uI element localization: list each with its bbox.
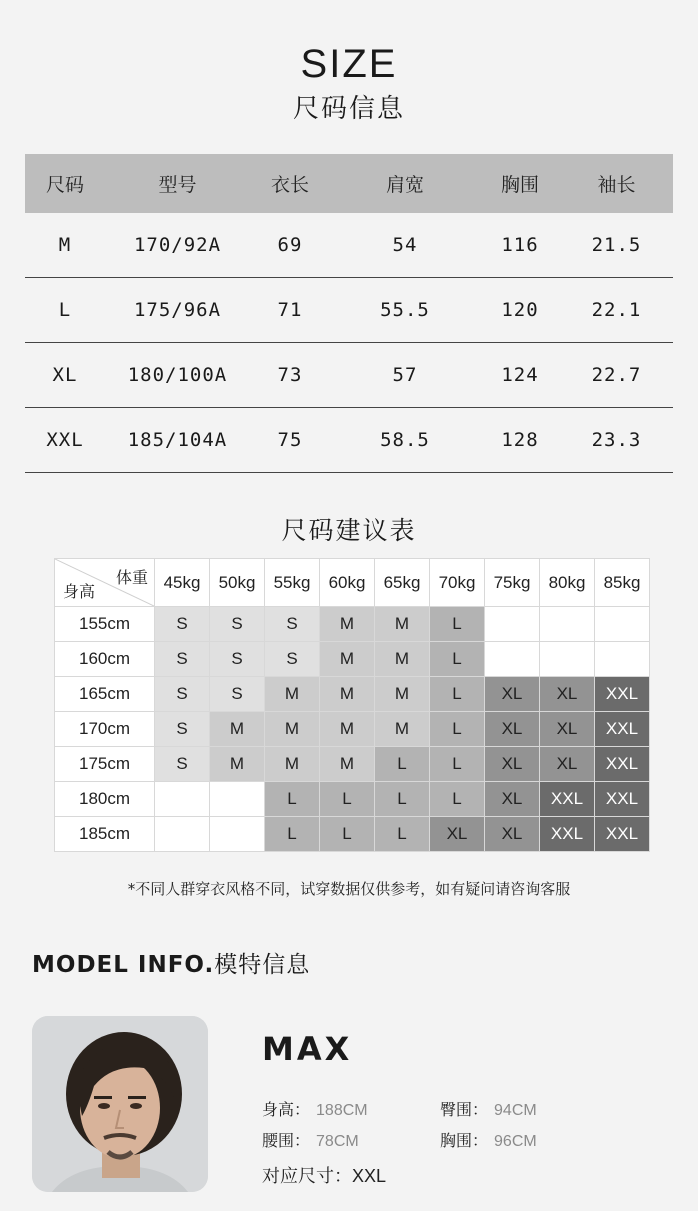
size-cell: XL — [540, 747, 595, 782]
waist-label: 腰围： — [262, 1131, 311, 1150]
model-avatar — [32, 1016, 208, 1192]
model-info-heading — [32, 946, 310, 979]
model-name: MAX — [262, 1030, 353, 1068]
size-cell — [155, 817, 210, 852]
height-header: 170cm — [55, 712, 155, 747]
size-cell: XXL — [595, 817, 650, 852]
recommend-row — [55, 817, 650, 852]
table-cell: 69 — [250, 213, 330, 278]
size-cell: S — [265, 607, 320, 642]
size-table-header — [25, 154, 673, 213]
size-cell: S — [210, 677, 265, 712]
page-title: SIZE — [300, 42, 398, 86]
size-cell: M — [375, 677, 430, 712]
height-header: 155cm — [55, 607, 155, 642]
size-cell: L — [320, 782, 375, 817]
hip-value: 94CM — [494, 1102, 537, 1119]
table-cell: 124 — [480, 343, 560, 408]
table-row — [25, 408, 673, 473]
size-cell: M — [320, 677, 375, 712]
size-cell: M — [320, 712, 375, 747]
table-cell: 75 — [250, 408, 330, 473]
height-header: 185cm — [55, 817, 155, 852]
weight-header: 55kg — [265, 559, 320, 607]
size-cell — [210, 817, 265, 852]
size-cell: XXL — [595, 782, 650, 817]
table-corner — [55, 559, 155, 607]
height-label: 身高： — [262, 1100, 311, 1119]
size-label: 对应尺寸： — [262, 1166, 352, 1187]
height-header: 160cm — [55, 642, 155, 677]
size-cell: XL — [485, 712, 540, 747]
size-value: XXL — [352, 1166, 387, 1186]
model-height — [262, 1097, 368, 1120]
table-cell: 170/92A — [105, 213, 250, 278]
model-hip — [440, 1097, 537, 1120]
size-cell: L — [375, 782, 430, 817]
table-cell: XL — [25, 343, 105, 408]
height-header: 180cm — [55, 782, 155, 817]
size-cell: M — [210, 712, 265, 747]
size-cell: XXL — [540, 782, 595, 817]
model-heading-en: MODEL INFO. — [32, 952, 215, 978]
model-size — [262, 1162, 386, 1188]
table-row — [25, 213, 673, 278]
size-cell: S — [210, 607, 265, 642]
recommend-header-row — [55, 559, 650, 607]
model-heading-zh: 模特信息 — [214, 952, 311, 978]
waist-value: 78CM — [316, 1133, 359, 1150]
height-header: 175cm — [55, 747, 155, 782]
column-header: 肩宽 — [330, 154, 480, 213]
size-cell: M — [320, 747, 375, 782]
size-cell — [210, 782, 265, 817]
column-header: 胸围 — [480, 154, 560, 213]
size-cell: S — [155, 677, 210, 712]
column-header: 袖长 — [560, 154, 673, 213]
weight-header: 50kg — [210, 559, 265, 607]
weight-header: 80kg — [540, 559, 595, 607]
weight-header: 45kg — [155, 559, 210, 607]
size-cell: L — [375, 747, 430, 782]
table-row — [25, 278, 673, 343]
size-cell: L — [430, 747, 485, 782]
column-header: 型号 — [105, 154, 250, 213]
table-cell: 116 — [480, 213, 560, 278]
column-header: 衣长 — [250, 154, 330, 213]
table-cell: M — [25, 213, 105, 278]
recommend-row — [55, 782, 650, 817]
weight-header: 75kg — [485, 559, 540, 607]
table-cell: 175/96A — [105, 278, 250, 343]
chest-label: 胸围： — [440, 1131, 489, 1150]
table-cell: 73 — [250, 343, 330, 408]
table-cell: 22.7 — [560, 343, 673, 408]
size-cell: L — [430, 642, 485, 677]
model-portrait-image — [32, 1016, 208, 1192]
size-cell: M — [320, 607, 375, 642]
size-cell: XXL — [595, 677, 650, 712]
size-cell: M — [320, 642, 375, 677]
table-cell: 22.1 — [560, 278, 673, 343]
size-cell: XL — [485, 677, 540, 712]
size-cell: M — [265, 712, 320, 747]
size-cell: XXL — [595, 712, 650, 747]
model-waist — [262, 1128, 359, 1151]
table-cell: 71 — [250, 278, 330, 343]
size-cell — [485, 642, 540, 677]
size-cell: XL — [485, 817, 540, 852]
size-cell: XXL — [540, 817, 595, 852]
recommend-row — [55, 712, 650, 747]
size-cell: M — [265, 677, 320, 712]
table-cell: 128 — [480, 408, 560, 473]
size-cell: XL — [540, 677, 595, 712]
size-cell: S — [155, 712, 210, 747]
table-cell: 120 — [480, 278, 560, 343]
size-cell: L — [265, 817, 320, 852]
size-cell: M — [210, 747, 265, 782]
weight-header: 60kg — [320, 559, 375, 607]
size-cell — [540, 607, 595, 642]
size-cell: M — [265, 747, 320, 782]
recommend-row — [55, 607, 650, 642]
size-cell: S — [265, 642, 320, 677]
recommend-title: 尺码建议表 — [281, 516, 417, 545]
disclaimer-note: *不同人群穿衣风格不同，试穿数据仅供参考，如有疑问请咨询客服 — [127, 880, 571, 898]
chest-value: 96CM — [494, 1133, 537, 1150]
size-cell: S — [155, 642, 210, 677]
height-header: 165cm — [55, 677, 155, 712]
height-value: 188CM — [316, 1102, 368, 1119]
size-cell: S — [155, 607, 210, 642]
table-cell: 54 — [330, 213, 480, 278]
table-cell: 23.3 — [560, 408, 673, 473]
table-cell: 21.5 — [560, 213, 673, 278]
size-cell: L — [430, 607, 485, 642]
size-cell: S — [155, 747, 210, 782]
size-cell: XL — [485, 782, 540, 817]
size-cell: L — [430, 782, 485, 817]
weight-header: 85kg — [595, 559, 650, 607]
table-cell: L — [25, 278, 105, 343]
size-cell: XXL — [595, 747, 650, 782]
table-cell: 58.5 — [330, 408, 480, 473]
size-cell: L — [375, 817, 430, 852]
table-cell: 55.5 — [330, 278, 480, 343]
table-cell: 180/100A — [105, 343, 250, 408]
size-cell — [595, 642, 650, 677]
size-table — [25, 154, 673, 473]
size-cell: L — [320, 817, 375, 852]
size-cell — [485, 607, 540, 642]
height-axis-label: 身高 — [63, 584, 96, 601]
hip-label: 臀围： — [440, 1100, 489, 1119]
weight-header: 70kg — [430, 559, 485, 607]
table-cell: 57 — [330, 343, 480, 408]
size-cell: XL — [430, 817, 485, 852]
size-cell: XL — [485, 747, 540, 782]
table-cell: XXL — [25, 408, 105, 473]
size-cell: M — [375, 642, 430, 677]
size-cell — [595, 607, 650, 642]
size-cell: M — [375, 712, 430, 747]
size-cell: XL — [540, 712, 595, 747]
weight-header: 65kg — [375, 559, 430, 607]
recommend-row — [55, 677, 650, 712]
size-cell: M — [375, 607, 430, 642]
size-cell: S — [210, 642, 265, 677]
weight-axis-label: 体重 — [115, 570, 148, 587]
size-cell: L — [430, 712, 485, 747]
table-row — [25, 343, 673, 408]
page-subtitle: 尺码信息 — [292, 94, 405, 124]
size-cell — [155, 782, 210, 817]
table-cell: 185/104A — [105, 408, 250, 473]
size-cell — [540, 642, 595, 677]
recommend-row — [55, 747, 650, 782]
recommend-row — [55, 642, 650, 677]
model-chest — [440, 1128, 537, 1151]
size-cell: L — [430, 677, 485, 712]
column-header: 尺码 — [25, 154, 105, 213]
size-cell: L — [265, 782, 320, 817]
size-recommend-table — [54, 558, 650, 852]
